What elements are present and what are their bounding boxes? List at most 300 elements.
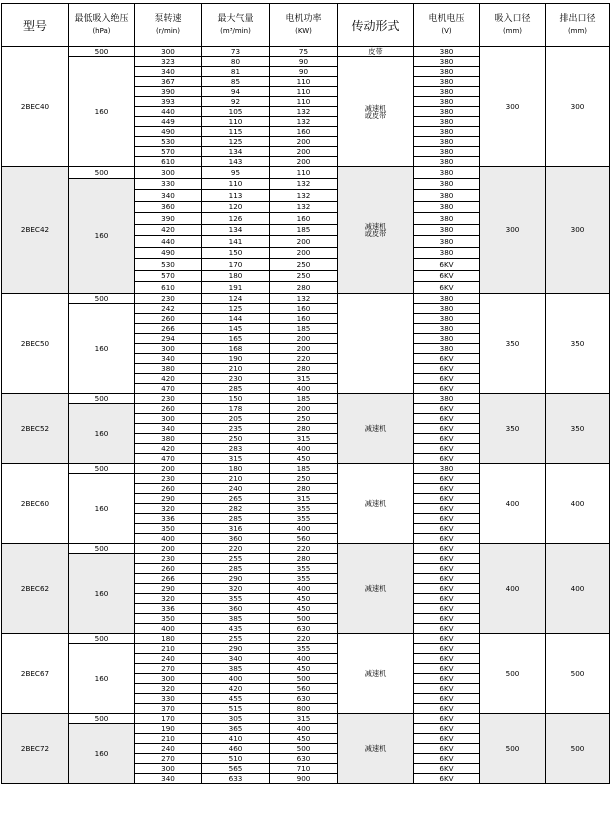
speed-cell: 380 <box>135 433 202 443</box>
pressure-cell: 160 <box>69 57 135 167</box>
airflow-cell: 340 <box>202 653 270 663</box>
airflow-cell: 145 <box>202 323 270 333</box>
power-cell: 280 <box>270 363 338 373</box>
airflow-cell: 510 <box>202 753 270 763</box>
airflow-cell: 305 <box>202 713 270 723</box>
airflow-cell: 565 <box>202 763 270 773</box>
airflow-cell: 400 <box>202 673 270 683</box>
speed-cell: 420 <box>135 373 202 383</box>
voltage-cell: 6KV <box>414 653 480 663</box>
power-cell: 160 <box>270 303 338 313</box>
header-model <box>2 4 69 47</box>
power-cell: 280 <box>270 553 338 563</box>
drive-text: 皮带 <box>368 47 383 56</box>
pressure-cell: 500 <box>69 633 135 643</box>
drive-cell <box>338 393 414 463</box>
power-cell: 355 <box>270 563 338 573</box>
inlet-cell: 350 <box>480 293 546 393</box>
power-cell: 132 <box>270 178 338 190</box>
drive-text: 减速机 <box>364 103 387 113</box>
voltage-cell: 6KV <box>414 503 480 513</box>
pressure-cell: 160 <box>69 643 135 713</box>
voltage-cell: 6KV <box>414 713 480 723</box>
model-cell: 2BEC72 <box>2 713 69 783</box>
airflow-cell: 255 <box>202 633 270 643</box>
airflow-cell: 178 <box>202 403 270 413</box>
power-cell: 560 <box>270 533 338 543</box>
speed-cell: 350 <box>135 613 202 623</box>
power-cell: 450 <box>270 593 338 603</box>
power-cell: 75 <box>270 47 338 57</box>
speed-cell: 290 <box>135 493 202 503</box>
power-cell: 160 <box>270 127 338 137</box>
voltage-cell: 6KV <box>414 423 480 433</box>
table-row <box>2 543 610 553</box>
airflow-cell: 170 <box>202 259 270 271</box>
power-cell: 185 <box>270 224 338 236</box>
voltage-cell: 6KV <box>414 270 480 282</box>
airflow-cell: 120 <box>202 201 270 213</box>
speed-cell: 230 <box>135 293 202 303</box>
voltage-cell: 6KV <box>414 383 480 393</box>
pressure-cell: 160 <box>69 723 135 783</box>
voltage-cell: 6KV <box>414 723 480 733</box>
airflow-cell: 283 <box>202 443 270 453</box>
power-cell: 200 <box>270 147 338 157</box>
table-row <box>2 633 610 643</box>
drive-cell <box>338 167 414 294</box>
speed-cell: 400 <box>135 623 202 633</box>
pressure-cell: 500 <box>69 543 135 553</box>
airflow-cell: 355 <box>202 593 270 603</box>
speed-cell: 490 <box>135 127 202 137</box>
table-row <box>2 393 610 403</box>
voltage-cell: 380 <box>414 57 480 67</box>
voltage-cell: 6KV <box>414 583 480 593</box>
speed-cell: 390 <box>135 213 202 225</box>
drive-cell <box>338 47 414 57</box>
drive-cell <box>338 543 414 633</box>
airflow-cell: 205 <box>202 413 270 423</box>
airflow-cell: 360 <box>202 603 270 613</box>
voltage-cell: 6KV <box>414 473 480 483</box>
airflow-cell: 126 <box>202 213 270 225</box>
power-cell: 280 <box>270 483 338 493</box>
power-cell: 280 <box>270 282 338 294</box>
voltage-cell: 380 <box>414 201 480 213</box>
speed-cell: 300 <box>135 167 202 179</box>
airflow-cell: 316 <box>202 523 270 533</box>
header-inlet-label: 吸入口径 <box>494 14 531 24</box>
power-cell: 355 <box>270 503 338 513</box>
model-cell: 2BEC60 <box>2 463 69 543</box>
voltage-cell: 380 <box>414 247 480 259</box>
power-cell: 315 <box>270 493 338 503</box>
inlet-cell: 300 <box>480 47 546 167</box>
drive-text: 减速机 <box>364 668 387 678</box>
speed-cell: 610 <box>135 282 202 294</box>
header-pressure-label: 最低吸入绝压 <box>74 14 129 24</box>
header-outlet-unit: (mm) <box>567 27 588 35</box>
power-cell: 200 <box>270 236 338 248</box>
power-cell: 132 <box>270 117 338 127</box>
spec-table-body <box>2 47 610 784</box>
power-cell: 630 <box>270 693 338 703</box>
table-row <box>2 47 610 57</box>
power-cell: 710 <box>270 763 338 773</box>
power-cell: 800 <box>270 703 338 713</box>
airflow-cell: 515 <box>202 703 270 713</box>
speed-cell: 330 <box>135 693 202 703</box>
voltage-cell: 6KV <box>414 683 480 693</box>
airflow-cell: 94 <box>202 87 270 97</box>
voltage-cell: 6KV <box>414 443 480 453</box>
voltage-cell: 6KV <box>414 743 480 753</box>
drive-text: 减速机 <box>364 743 387 753</box>
model-cell: 2BEC50 <box>2 293 69 393</box>
speed-cell: 294 <box>135 333 202 343</box>
speed-cell: 340 <box>135 67 202 77</box>
header-airflow-label: 最大气量 <box>217 14 254 24</box>
power-cell: 400 <box>270 443 338 453</box>
power-cell: 200 <box>270 403 338 413</box>
speed-cell: 230 <box>135 473 202 483</box>
airflow-cell: 290 <box>202 643 270 653</box>
header-drive-label: 传动形式 <box>351 18 400 33</box>
drive-cell <box>338 57 414 167</box>
airflow-cell: 210 <box>202 473 270 483</box>
voltage-cell: 6KV <box>414 533 480 543</box>
airflow-cell: 235 <box>202 423 270 433</box>
airflow-cell: 240 <box>202 483 270 493</box>
voltage-cell: 380 <box>414 178 480 190</box>
header-outlet <box>546 4 610 47</box>
airflow-cell: 633 <box>202 773 270 783</box>
power-cell: 185 <box>270 463 338 473</box>
airflow-cell: 125 <box>202 303 270 313</box>
airflow-cell: 365 <box>202 723 270 733</box>
airflow-cell: 285 <box>202 383 270 393</box>
speed-cell: 330 <box>135 178 202 190</box>
speed-cell: 242 <box>135 303 202 313</box>
inlet-cell: 300 <box>480 167 546 294</box>
voltage-cell: 380 <box>414 127 480 137</box>
voltage-cell: 6KV <box>414 433 480 443</box>
power-cell: 355 <box>270 573 338 583</box>
pressure-cell: 500 <box>69 47 135 57</box>
header-voltage-unit: (V) <box>441 27 452 35</box>
airflow-cell: 85 <box>202 77 270 87</box>
model-cell: 2BEC62 <box>2 543 69 633</box>
power-cell: 110 <box>270 77 338 87</box>
speed-cell: 270 <box>135 663 202 673</box>
voltage-cell: 380 <box>414 333 480 343</box>
speed-cell: 470 <box>135 383 202 393</box>
speed-cell: 300 <box>135 343 202 353</box>
voltage-cell: 380 <box>414 167 480 179</box>
airflow-cell: 134 <box>202 147 270 157</box>
power-cell: 400 <box>270 723 338 733</box>
header-pressure <box>69 4 135 47</box>
speed-cell: 260 <box>135 313 202 323</box>
header-power <box>270 4 338 47</box>
voltage-cell: 380 <box>414 236 480 248</box>
voltage-cell: 380 <box>414 463 480 473</box>
outlet-cell: 400 <box>546 463 610 543</box>
voltage-cell: 6KV <box>414 693 480 703</box>
drive-cell <box>338 293 414 393</box>
speed-cell: 260 <box>135 483 202 493</box>
voltage-cell: 380 <box>414 313 480 323</box>
airflow-cell: 385 <box>202 663 270 673</box>
airflow-cell: 180 <box>202 270 270 282</box>
pressure-cell: 160 <box>69 473 135 543</box>
power-cell: 250 <box>270 259 338 271</box>
header-inlet <box>480 4 546 47</box>
power-cell: 630 <box>270 623 338 633</box>
inlet-cell: 350 <box>480 393 546 463</box>
voltage-cell: 6KV <box>414 763 480 773</box>
power-cell: 185 <box>270 393 338 403</box>
airflow-cell: 165 <box>202 333 270 343</box>
power-cell: 355 <box>270 513 338 523</box>
power-cell: 132 <box>270 107 338 117</box>
voltage-cell: 6KV <box>414 663 480 673</box>
voltage-cell: 380 <box>414 97 480 107</box>
speed-cell: 300 <box>135 413 202 423</box>
outlet-cell: 500 <box>546 633 610 713</box>
drive-text: 减速机 <box>364 498 387 508</box>
voltage-cell: 6KV <box>414 493 480 503</box>
speed-cell: 470 <box>135 453 202 463</box>
power-cell: 200 <box>270 247 338 259</box>
speed-cell: 336 <box>135 513 202 523</box>
airflow-cell: 265 <box>202 493 270 503</box>
drive-cell <box>338 633 414 713</box>
speed-cell: 170 <box>135 713 202 723</box>
speed-cell: 449 <box>135 117 202 127</box>
speed-cell: 210 <box>135 733 202 743</box>
power-cell: 220 <box>270 633 338 643</box>
airflow-cell: 134 <box>202 224 270 236</box>
voltage-cell: 6KV <box>414 733 480 743</box>
airflow-cell: 410 <box>202 733 270 743</box>
airflow-cell: 315 <box>202 453 270 463</box>
drive-text: 或皮带 <box>364 110 387 120</box>
airflow-cell: 168 <box>202 343 270 353</box>
power-cell: 110 <box>270 97 338 107</box>
power-cell: 250 <box>270 413 338 423</box>
speed-cell: 367 <box>135 77 202 87</box>
airflow-cell: 230 <box>202 373 270 383</box>
outlet-cell: 350 <box>546 293 610 393</box>
model-cell: 2BEC40 <box>2 47 69 167</box>
drive-text: 或皮带 <box>364 228 387 238</box>
voltage-cell: 6KV <box>414 543 480 553</box>
voltage-cell: 6KV <box>414 633 480 643</box>
voltage-cell: 6KV <box>414 403 480 413</box>
power-cell: 560 <box>270 683 338 693</box>
speed-cell: 180 <box>135 633 202 643</box>
voltage-cell: 380 <box>414 213 480 225</box>
speed-cell: 340 <box>135 773 202 783</box>
power-cell: 220 <box>270 543 338 553</box>
voltage-cell: 6KV <box>414 643 480 653</box>
power-cell: 200 <box>270 137 338 147</box>
airflow-cell: 143 <box>202 157 270 167</box>
airflow-cell: 290 <box>202 573 270 583</box>
pressure-cell: 500 <box>69 463 135 473</box>
voltage-cell: 6KV <box>414 282 480 294</box>
speed-cell: 210 <box>135 643 202 653</box>
speed-cell: 260 <box>135 403 202 413</box>
voltage-cell: 6KV <box>414 703 480 713</box>
speed-cell: 200 <box>135 463 202 473</box>
header-airflow <box>202 4 270 47</box>
speed-cell: 420 <box>135 224 202 236</box>
power-cell: 280 <box>270 423 338 433</box>
outlet-cell: 500 <box>546 713 610 783</box>
voltage-cell: 380 <box>414 117 480 127</box>
model-cell: 2BEC52 <box>2 393 69 463</box>
power-cell: 450 <box>270 603 338 613</box>
table-row <box>2 167 610 179</box>
power-cell: 315 <box>270 713 338 723</box>
power-cell: 450 <box>270 663 338 673</box>
speed-cell: 440 <box>135 236 202 248</box>
voltage-cell: 380 <box>414 157 480 167</box>
speed-cell: 400 <box>135 533 202 543</box>
airflow-cell: 250 <box>202 433 270 443</box>
speed-cell: 440 <box>135 107 202 117</box>
voltage-cell: 6KV <box>414 513 480 523</box>
speed-cell: 390 <box>135 87 202 97</box>
drive-cell <box>338 463 414 543</box>
power-cell: 355 <box>270 643 338 653</box>
header-voltage <box>414 4 480 47</box>
power-cell: 450 <box>270 733 338 743</box>
power-cell: 400 <box>270 523 338 533</box>
header-speed <box>135 4 202 47</box>
airflow-cell: 113 <box>202 190 270 202</box>
speed-cell: 490 <box>135 247 202 259</box>
voltage-cell: 6KV <box>414 413 480 423</box>
voltage-cell: 6KV <box>414 353 480 363</box>
voltage-cell: 6KV <box>414 363 480 373</box>
voltage-cell: 6KV <box>414 373 480 383</box>
airflow-cell: 190 <box>202 353 270 363</box>
power-cell: 450 <box>270 453 338 463</box>
model-cell: 2BEC67 <box>2 633 69 713</box>
speed-cell: 336 <box>135 603 202 613</box>
power-cell: 110 <box>270 167 338 179</box>
speed-cell: 340 <box>135 353 202 363</box>
table-row <box>2 293 610 303</box>
speed-cell: 230 <box>135 393 202 403</box>
voltage-cell: 6KV <box>414 483 480 493</box>
airflow-cell: 285 <box>202 513 270 523</box>
power-cell: 200 <box>270 157 338 167</box>
voltage-cell: 6KV <box>414 773 480 783</box>
speed-cell: 530 <box>135 259 202 271</box>
voltage-cell: 6KV <box>414 453 480 463</box>
voltage-cell: 380 <box>414 87 480 97</box>
power-cell: 900 <box>270 773 338 783</box>
airflow-cell: 95 <box>202 167 270 179</box>
inlet-cell: 500 <box>480 713 546 783</box>
power-cell: 132 <box>270 190 338 202</box>
drive-text: 减速机 <box>364 221 387 231</box>
speed-cell: 300 <box>135 673 202 683</box>
outlet-cell: 350 <box>546 393 610 463</box>
power-cell: 315 <box>270 373 338 383</box>
power-cell: 160 <box>270 213 338 225</box>
airflow-cell: 73 <box>202 47 270 57</box>
voltage-cell: 6KV <box>414 603 480 613</box>
airflow-cell: 420 <box>202 683 270 693</box>
header-model-label: 型号 <box>22 18 47 33</box>
header-inlet-unit: (mm) <box>502 27 523 35</box>
speed-cell: 266 <box>135 323 202 333</box>
voltage-cell: 6KV <box>414 259 480 271</box>
voltage-cell: 6KV <box>414 623 480 633</box>
drive-text: 减速机 <box>364 583 387 593</box>
airflow-cell: 105 <box>202 107 270 117</box>
header-voltage-label: 电机电压 <box>428 14 465 24</box>
airflow-cell: 191 <box>202 282 270 294</box>
airflow-cell: 110 <box>202 178 270 190</box>
header-airflow-unit: (m³/min) <box>220 27 251 35</box>
voltage-cell: 6KV <box>414 613 480 623</box>
pressure-cell: 160 <box>69 403 135 463</box>
voltage-cell: 380 <box>414 343 480 353</box>
speed-cell: 380 <box>135 363 202 373</box>
voltage-cell: 6KV <box>414 753 480 763</box>
speed-cell: 420 <box>135 443 202 453</box>
airflow-cell: 220 <box>202 543 270 553</box>
speed-cell: 200 <box>135 543 202 553</box>
drive-text: 减速机 <box>364 423 387 433</box>
airflow-cell: 460 <box>202 743 270 753</box>
table-row <box>2 463 610 473</box>
header-power-unit: (KW) <box>295 27 312 35</box>
power-cell: 315 <box>270 433 338 443</box>
voltage-cell: 380 <box>414 224 480 236</box>
voltage-cell: 6KV <box>414 523 480 533</box>
power-cell: 90 <box>270 57 338 67</box>
power-cell: 185 <box>270 323 338 333</box>
voltage-cell: 380 <box>414 323 480 333</box>
airflow-cell: 125 <box>202 137 270 147</box>
power-cell: 400 <box>270 583 338 593</box>
outlet-cell: 300 <box>546 167 610 294</box>
speed-cell: 570 <box>135 270 202 282</box>
inlet-cell: 500 <box>480 633 546 713</box>
voltage-cell: 6KV <box>414 673 480 683</box>
airflow-cell: 385 <box>202 613 270 623</box>
pressure-cell: 500 <box>69 713 135 723</box>
header-outlet-label: 排出口径 <box>559 14 596 24</box>
voltage-cell: 6KV <box>414 573 480 583</box>
voltage-cell: 380 <box>414 77 480 87</box>
power-cell: 250 <box>270 473 338 483</box>
speed-cell: 240 <box>135 743 202 753</box>
airflow-cell: 455 <box>202 693 270 703</box>
speed-cell: 190 <box>135 723 202 733</box>
speed-cell: 340 <box>135 423 202 433</box>
voltage-cell: 380 <box>414 293 480 303</box>
speed-cell: 350 <box>135 523 202 533</box>
